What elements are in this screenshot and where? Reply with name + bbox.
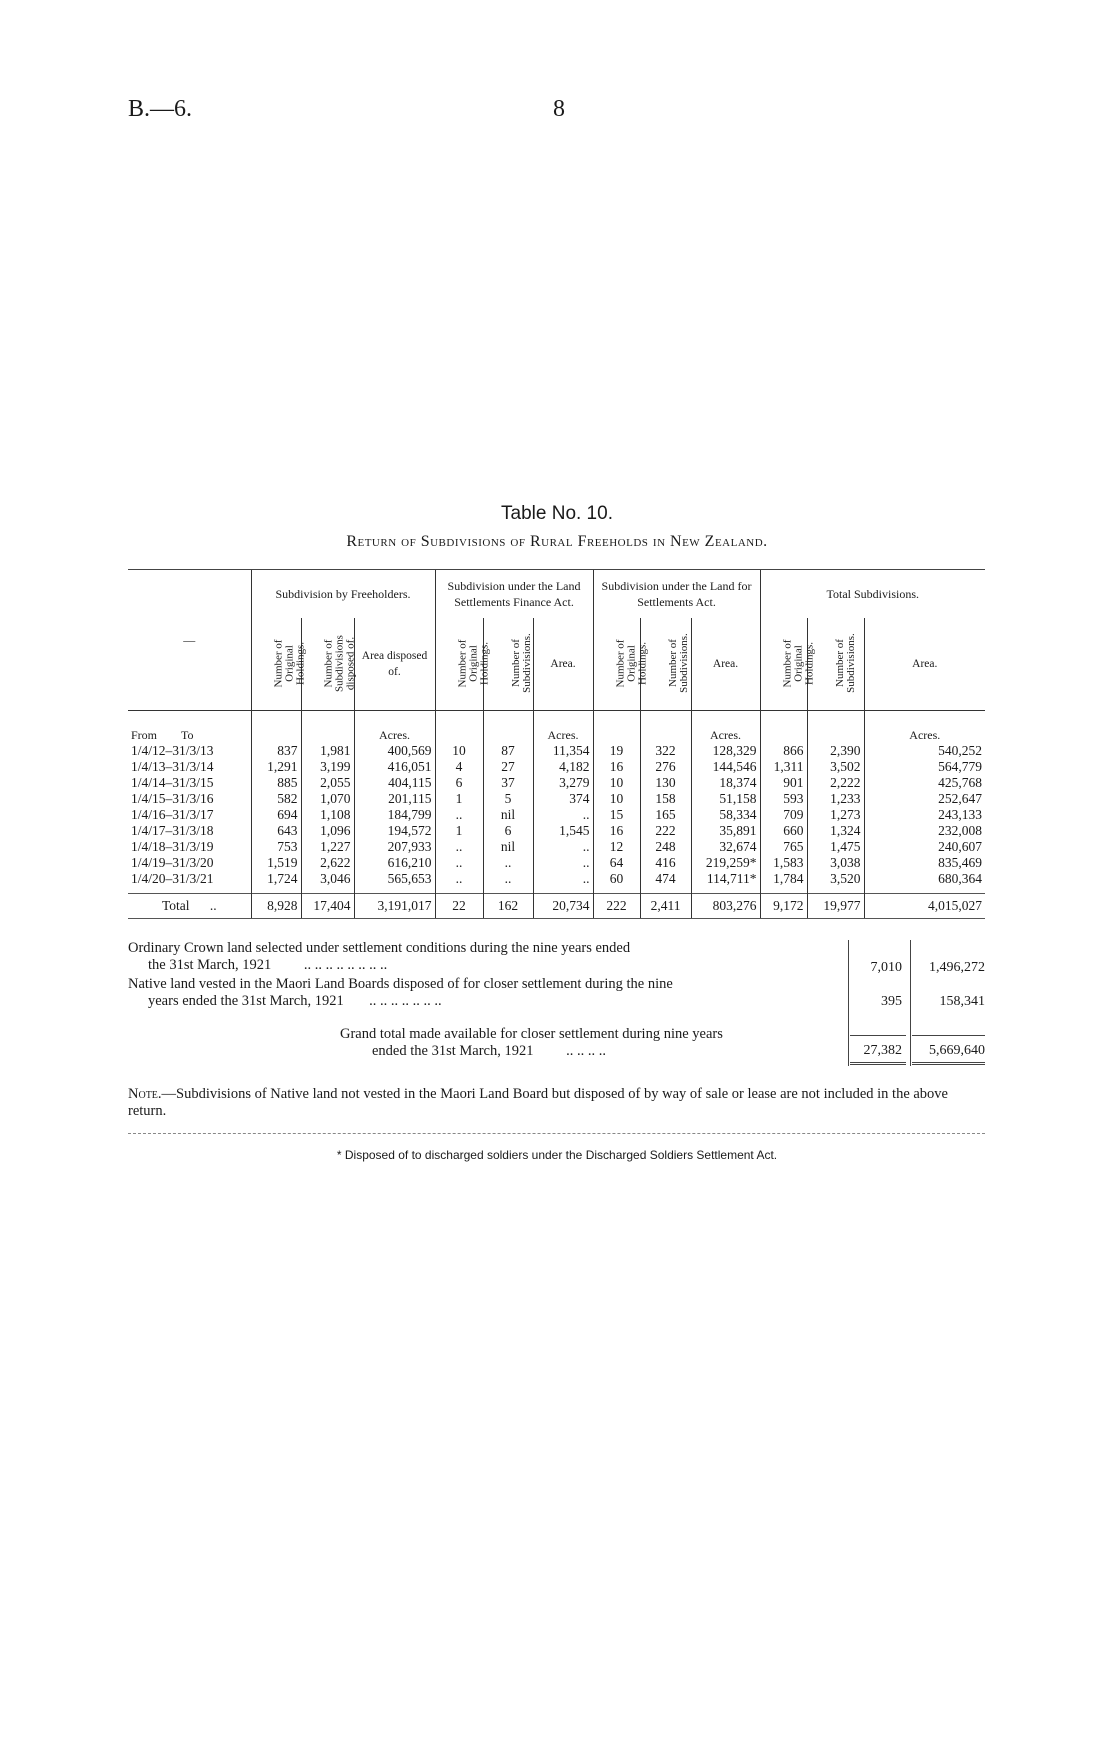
summary-divider-right [910, 940, 911, 1066]
col-label: Number of Subdivisions disposed of. [322, 634, 356, 692]
acres-unit: Acres. [533, 711, 593, 744]
settlements-area: 35,891 [691, 823, 760, 839]
finance-subdivisions: .. [483, 871, 533, 887]
freeholders-holdings: 885 [251, 775, 301, 791]
freeholders-area: 565,653 [354, 871, 435, 887]
finance-subdivisions: .. [483, 855, 533, 871]
table-note [128, 1086, 985, 1120]
acres-unit: Acres. [691, 711, 760, 744]
table-row [128, 823, 985, 839]
settlements-subdivisions: 474 [640, 871, 691, 887]
grand-double-rule-area [912, 1062, 985, 1065]
col-label: Area. [912, 658, 938, 670]
crown-dots: .. .. .. .. .. .. .. .. [303, 957, 388, 973]
freeholders-holdings: 694 [251, 807, 301, 823]
total-subdivisions: 2,222 [807, 775, 864, 791]
total-text: Total [162, 898, 190, 913]
grand-line-2 [372, 1043, 606, 1060]
total-total-subdivisions: 19,977 [807, 894, 864, 919]
finance-area: .. [533, 839, 593, 855]
grand-double-rule-subs [850, 1062, 906, 1065]
total-settlements-holdings: 222 [593, 894, 640, 919]
total-finance-holdings: 22 [435, 894, 483, 919]
freeholders-holdings: 643 [251, 823, 301, 839]
total-finance-subdivisions: 162 [483, 894, 533, 919]
freeholders-holdings: 1,519 [251, 855, 301, 871]
finance-area: 11,354 [533, 743, 593, 759]
freeholders-subdivisions: 2,055 [301, 775, 354, 791]
settlements-subdivisions: 165 [640, 807, 691, 823]
note-lead: Note. [128, 1086, 162, 1102]
settlements-area: 18,374 [691, 775, 760, 791]
grand-rule-area [912, 1035, 985, 1036]
settlements-holdings: 60 [593, 871, 640, 887]
total-area: 835,469 [938, 855, 983, 870]
total-area: 240,607 [938, 839, 983, 854]
settlements-subdivisions: 248 [640, 839, 691, 855]
total-dots: .. [209, 898, 217, 913]
finance-subdivisions: 27 [483, 759, 533, 775]
finance-subdivisions: nil [483, 807, 533, 823]
table-row [128, 839, 985, 855]
native-line-1: Native land vested in the Maori Land Boards disposed of for closer settlement during the nine [128, 976, 673, 992]
settlements-subdivisions: 130 [640, 775, 691, 791]
settlements-holdings: 10 [593, 775, 640, 791]
settlements-area: 219,259* [691, 855, 760, 871]
finance-subdivisions: 37 [483, 775, 533, 791]
total-subdivisions: 1,324 [807, 823, 864, 839]
grand-subdivisions: 27,382 [863, 1043, 902, 1058]
col-head [864, 618, 985, 711]
finance-subdivisions: nil [483, 839, 533, 855]
freeholders-holdings: 1,291 [251, 759, 301, 775]
settlements-area: 128,329 [691, 743, 760, 759]
freeholders-subdivisions: 1,070 [301, 791, 354, 807]
settlements-holdings: 10 [593, 791, 640, 807]
total-area: 243,133 [938, 807, 983, 822]
total-holdings: 1,311 [760, 759, 807, 775]
footnote-rule [128, 1133, 985, 1134]
col-head [251, 618, 306, 711]
total-settlements-area: 803,276 [691, 894, 760, 919]
total-total-area: 4,015,027 [864, 894, 985, 919]
finance-holdings: 10 [435, 743, 483, 759]
finance-holdings: 6 [435, 775, 483, 791]
total-freeholders-area: 3,191,017 [354, 894, 435, 919]
col-label: Area. [712, 658, 739, 670]
settlements-subdivisions: 276 [640, 759, 691, 775]
total-freeholders-holdings: 8,928 [251, 894, 301, 919]
crown-line-1: Ordinary Crown land selected under settlement conditions during the nine years ended [128, 940, 631, 956]
crown-area: 1,496,272 [929, 960, 985, 975]
total-subdivisions: 1,273 [807, 807, 864, 823]
total-holdings: 593 [760, 791, 807, 807]
freeholders-subdivisions: 1,096 [301, 823, 354, 839]
col-head [483, 618, 533, 711]
grand-dots: .. .. .. .. [566, 1043, 606, 1059]
period-cell: 1/4/19–31/3/20 [128, 855, 251, 871]
col-label: Area. [550, 658, 576, 670]
from-label: From [131, 728, 158, 742]
col-label: Number of Original Holdings. [614, 639, 649, 687]
grand-line-1: Grand total made available for closer settlement during nine years [340, 1026, 723, 1042]
total-total-holdings: 9,172 [760, 894, 807, 919]
table-row [128, 791, 985, 807]
freeholders-holdings: 582 [251, 791, 301, 807]
freeholders-area: 184,799 [354, 807, 435, 823]
corner-cell [128, 570, 251, 711]
table-title: Table No. 10. [501, 503, 613, 524]
period-cell: 1/4/16–31/3/17 [128, 807, 251, 823]
col-label: Number of Original Holdings. [456, 639, 491, 687]
col-label: Number of Subdivisions. [509, 633, 533, 693]
freeholders-holdings: 837 [251, 743, 301, 759]
total-subdivisions: 3,038 [807, 855, 864, 871]
native-line-2-text: years ended the 31st March, 1921 [148, 993, 344, 1009]
total-label [128, 894, 251, 919]
table-subtitle: Return of Subdivisions of Rural Freeholds in New Zealand. [346, 533, 768, 550]
finance-area: 3,279 [533, 775, 593, 791]
col-label: Number of Subdivisions. [833, 633, 857, 693]
freeholders-subdivisions: 1,981 [301, 743, 354, 759]
page-number: 8 [553, 96, 565, 122]
total-freeholders-subdivisions: 17,404 [301, 894, 354, 919]
finance-area: 374 [533, 791, 593, 807]
crown-subdivisions: 7,010 [870, 960, 902, 975]
settlements-holdings: 15 [593, 807, 640, 823]
total-subdivisions: 1,475 [807, 839, 864, 855]
settlements-area: 144,546 [691, 759, 760, 775]
freeholders-subdivisions: 1,227 [301, 839, 354, 855]
from-to-label [128, 711, 251, 744]
finance-subdivisions: 87 [483, 743, 533, 759]
finance-subdivisions: 6 [483, 823, 533, 839]
total-area: 680,364 [938, 871, 983, 886]
total-subdivisions: 2,390 [807, 743, 864, 759]
table-row [128, 743, 985, 759]
grand-area: 5,669,640 [929, 1043, 985, 1058]
freeholders-subdivisions: 2,622 [301, 855, 354, 871]
total-holdings: 765 [760, 839, 807, 855]
settlements-subdivisions: 158 [640, 791, 691, 807]
table-row [128, 855, 985, 871]
table-row [128, 871, 985, 887]
settlements-area: 114,711* [691, 871, 760, 887]
freeholders-subdivisions: 3,199 [301, 759, 354, 775]
settlements-holdings: 16 [593, 759, 640, 775]
period-cell: 1/4/17–31/3/18 [128, 823, 251, 839]
total-settlements-subdivisions: 2,411 [640, 894, 691, 919]
col-label: Number of Subdivisions. [666, 633, 690, 693]
settlements-holdings: 19 [593, 743, 640, 759]
table-row [128, 759, 985, 775]
total-area: 564,779 [938, 759, 983, 774]
col-head [807, 618, 864, 711]
finance-area: 4,182 [533, 759, 593, 775]
settlements-holdings: 64 [593, 855, 640, 871]
group-land-settlements-finance: Subdivision under the Land Settlements Finance Act. [435, 570, 593, 618]
document-reference: B.—6. [128, 96, 193, 122]
total-area: 540,252 [938, 743, 983, 758]
period-cell: 1/4/18–31/3/19 [128, 839, 251, 855]
settlements-area: 58,334 [691, 807, 760, 823]
group-header-row [128, 570, 985, 618]
group-freeholders: Subdivision by Freeholders. [251, 570, 435, 618]
settlements-subdivisions: 222 [640, 823, 691, 839]
note-text: —Subdivisions of Native land not vested in the Maori Land Board but disposed of by way of sale or lease are not included in the above return. [128, 1086, 948, 1119]
freeholders-area: 404,115 [354, 775, 435, 791]
corner-dash: — [183, 633, 196, 647]
units-row [128, 711, 985, 744]
acres-unit: Acres. [354, 711, 435, 744]
total-holdings: 709 [760, 807, 807, 823]
finance-subdivisions: 5 [483, 791, 533, 807]
to-label: To [181, 728, 194, 742]
acres-unit: Acres. [864, 711, 985, 744]
freeholders-subdivisions: 1,108 [301, 807, 354, 823]
finance-holdings: 4 [435, 759, 483, 775]
table-row [128, 807, 985, 823]
period-cell: 1/4/13–31/3/14 [128, 759, 251, 775]
total-area: 232,008 [938, 823, 983, 838]
total-row [128, 894, 985, 919]
total-subdivisions: 3,502 [807, 759, 864, 775]
freeholders-subdivisions: 3,046 [301, 871, 354, 887]
finance-area: .. [533, 871, 593, 887]
col-head [593, 618, 649, 711]
native-line-2 [148, 993, 442, 1010]
settlements-holdings: 12 [593, 839, 640, 855]
period-cell: 1/4/20–31/3/21 [128, 871, 251, 887]
col-head [435, 618, 491, 711]
finance-holdings: .. [435, 855, 483, 871]
grand-rule-subs [850, 1035, 906, 1036]
total-area: 425,768 [938, 775, 983, 790]
finance-area: 1,545 [533, 823, 593, 839]
column-header-row [128, 618, 985, 711]
total-subdivisions: 1,233 [807, 791, 864, 807]
finance-area: .. [533, 807, 593, 823]
finance-area: .. [533, 855, 593, 871]
freeholders-area: 207,933 [354, 839, 435, 855]
total-area: 252,647 [938, 791, 983, 806]
freeholders-area: 194,572 [354, 823, 435, 839]
settlements-holdings: 16 [593, 823, 640, 839]
group-land-for-settlements: Subdivision under the Land for Settlements Act. [593, 570, 760, 618]
col-head [691, 618, 760, 711]
total-finance-area: 20,734 [533, 894, 593, 919]
crown-line-2 [148, 957, 387, 974]
summary-divider-left [848, 940, 849, 1066]
crown-line-2-text: the 31st March, 1921 [148, 957, 272, 973]
finance-holdings: .. [435, 807, 483, 823]
freeholders-area: 201,115 [354, 791, 435, 807]
total-holdings: 1,583 [760, 855, 807, 871]
total-holdings: 1,784 [760, 871, 807, 887]
col-label: Number of Original Holdings. [781, 639, 816, 687]
native-area: 158,341 [939, 994, 985, 1009]
group-total: Total Subdivisions. [826, 587, 920, 601]
grand-line-2-text: ended the 31st March, 1921 [372, 1043, 534, 1059]
footnote: * Disposed of to discharged soldiers under the Discharged Soldiers Settlement Act. [336, 1148, 778, 1162]
settlements-subdivisions: 416 [640, 855, 691, 871]
table-row [128, 775, 985, 791]
total-holdings: 660 [760, 823, 807, 839]
finance-holdings: 1 [435, 791, 483, 807]
subdivisions-table [128, 570, 985, 919]
native-subdivisions: 395 [881, 994, 902, 1009]
freeholders-area: 416,051 [354, 759, 435, 775]
native-dots: .. .. .. .. .. .. .. [369, 993, 442, 1009]
finance-holdings: .. [435, 871, 483, 887]
col-head [301, 618, 354, 711]
freeholders-area: 400,569 [354, 743, 435, 759]
freeholders-area: 616,210 [354, 855, 435, 871]
total-holdings: 866 [760, 743, 807, 759]
finance-holdings: 1 [435, 823, 483, 839]
col-head [533, 618, 593, 711]
period-cell: 1/4/12–31/3/13 [128, 743, 251, 759]
total-holdings: 901 [760, 775, 807, 791]
col-label: Area disposed of. [361, 650, 428, 678]
finance-holdings: .. [435, 839, 483, 855]
col-head [354, 618, 435, 711]
settlements-subdivisions: 322 [640, 743, 691, 759]
total-subdivisions: 3,520 [807, 871, 864, 887]
period-cell: 1/4/15–31/3/16 [128, 791, 251, 807]
freeholders-holdings: 753 [251, 839, 301, 855]
settlements-area: 32,674 [691, 839, 760, 855]
period-cell: 1/4/14–31/3/15 [128, 775, 251, 791]
col-label: Number of Original Holdings. [272, 639, 306, 687]
col-head [760, 618, 816, 711]
freeholders-holdings: 1,724 [251, 871, 301, 887]
settlements-area: 51,158 [691, 791, 760, 807]
